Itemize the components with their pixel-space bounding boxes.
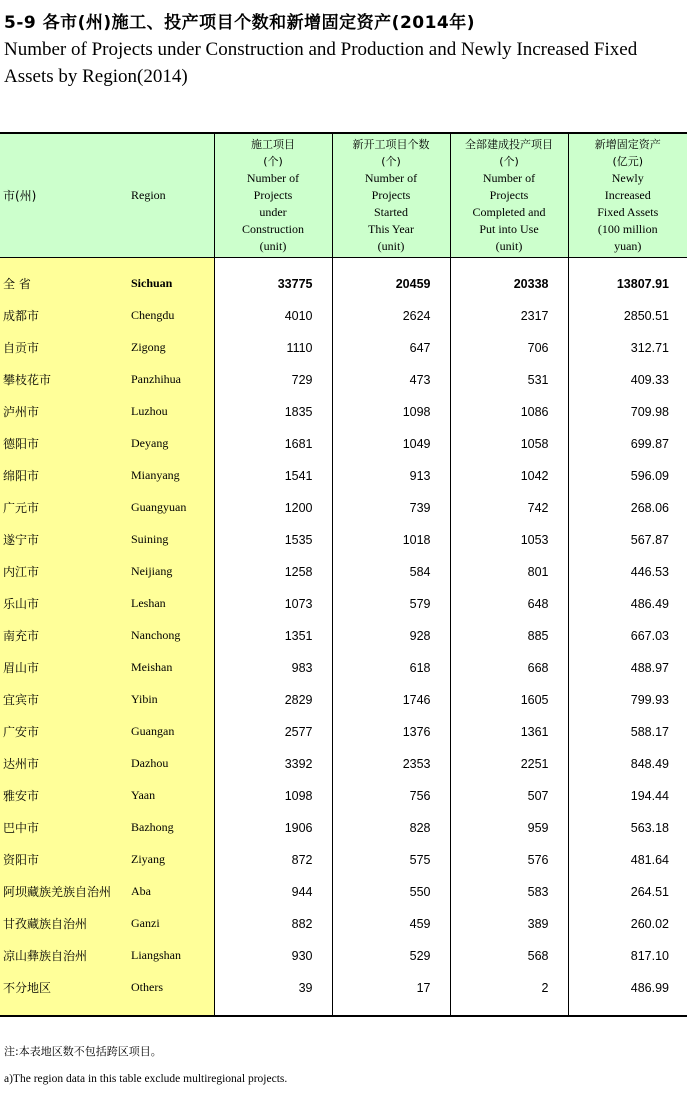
region-name-en: Ziyang	[128, 844, 214, 876]
region-name-en: Deyang	[128, 428, 214, 460]
value-fixed-assets: 312.71	[568, 332, 687, 364]
header-region-en: Region	[128, 133, 214, 258]
header-unit-cn: (个)	[499, 155, 519, 168]
value-under-construction: 1906	[214, 812, 332, 844]
region-name-en: Yaan	[128, 780, 214, 812]
header-unit-cn: (亿元)	[612, 155, 644, 168]
region-name-cn: 广安市	[0, 716, 128, 748]
header-en-line: Number of	[364, 171, 418, 185]
value-started: 550	[332, 876, 450, 908]
value-fixed-assets: 709.98	[568, 396, 687, 428]
value-started: 459	[332, 908, 450, 940]
region-name-cn: 资阳市	[0, 844, 128, 876]
table-header-row	[0, 133, 687, 258]
region-name-cn: 眉山市	[0, 652, 128, 684]
value-fixed-assets: 567.87	[568, 524, 687, 556]
region-name-en: Nanchong	[128, 620, 214, 652]
region-name-cn: 遂宁市	[0, 524, 128, 556]
value-fixed-assets: 667.03	[568, 620, 687, 652]
value-fixed-assets: 799.93	[568, 684, 687, 716]
header-unit-cn: (个)	[263, 155, 283, 168]
value-completed: 706	[450, 332, 568, 364]
value-under-construction: 983	[214, 652, 332, 684]
region-name-cn: 阿坝藏族羌族自治州	[0, 876, 128, 908]
value-completed: 668	[450, 652, 568, 684]
header-en-line: This Year	[367, 222, 414, 236]
value-under-construction: 33775	[214, 268, 332, 300]
value-completed: 1361	[450, 716, 568, 748]
value-completed: 801	[450, 556, 568, 588]
value-fixed-assets: 486.49	[568, 588, 687, 620]
value-fixed-assets: 486.99	[568, 972, 687, 1004]
value-fixed-assets: 488.97	[568, 652, 687, 684]
value-under-construction: 882	[214, 908, 332, 940]
header-en-line: Newly	[611, 171, 644, 185]
value-completed: 1058	[450, 428, 568, 460]
value-started: 584	[332, 556, 450, 588]
total-row	[0, 268, 687, 300]
value-started: 828	[332, 812, 450, 844]
value-started: 2624	[332, 300, 450, 332]
footnote-en: a)The region data in this table exclude multiregional projects.	[4, 1073, 288, 1085]
region-name-en: Liangshan	[128, 940, 214, 972]
header-cn: 施工项目	[251, 138, 295, 151]
value-fixed-assets: 409.33	[568, 364, 687, 396]
header-projects-completed	[450, 133, 568, 258]
value-started: 647	[332, 332, 450, 364]
value-completed: 568	[450, 940, 568, 972]
region-name-cn: 绵阳市	[0, 460, 128, 492]
table-row	[0, 460, 687, 492]
region-name-en: Sichuan	[128, 268, 214, 300]
value-fixed-assets: 817.10	[568, 940, 687, 972]
value-fixed-assets: 13807.91	[568, 268, 687, 300]
region-name-cn: 达州市	[0, 748, 128, 780]
page-title-en: Number of Projects under Construction and Production and Newly Increased Fixed Assets by Region(2014)	[4, 39, 638, 87]
table-row	[0, 332, 687, 364]
region-name-en: Aba	[128, 876, 214, 908]
value-fixed-assets: 481.64	[568, 844, 687, 876]
value-completed: 1042	[450, 460, 568, 492]
value-under-construction: 930	[214, 940, 332, 972]
value-started: 20459	[332, 268, 450, 300]
value-fixed-assets: 2850.51	[568, 300, 687, 332]
value-completed: 1086	[450, 396, 568, 428]
value-under-construction: 729	[214, 364, 332, 396]
table-row	[0, 620, 687, 652]
value-completed: 2	[450, 972, 568, 1004]
value-under-construction: 1351	[214, 620, 332, 652]
value-fixed-assets: 848.49	[568, 748, 687, 780]
value-under-construction: 3392	[214, 748, 332, 780]
header-cn: 全部建成投产项目	[465, 138, 553, 151]
region-name-cn: 全 省	[0, 268, 128, 300]
table-row	[0, 684, 687, 716]
value-completed: 1605	[450, 684, 568, 716]
value-fixed-assets: 260.02	[568, 908, 687, 940]
value-started: 579	[332, 588, 450, 620]
region-name-cn: 广元市	[0, 492, 128, 524]
header-en-line: (unit)	[377, 239, 405, 253]
value-started: 1746	[332, 684, 450, 716]
table-row	[0, 748, 687, 780]
region-name-cn: 雅安市	[0, 780, 128, 812]
value-started: 1376	[332, 716, 450, 748]
value-started: 575	[332, 844, 450, 876]
table-row	[0, 940, 687, 972]
value-started: 473	[332, 364, 450, 396]
value-completed: 885	[450, 620, 568, 652]
table-row	[0, 492, 687, 524]
value-completed: 531	[450, 364, 568, 396]
header-en-line: yuan)	[614, 239, 642, 253]
value-completed: 583	[450, 876, 568, 908]
header-projects-under-construction	[214, 133, 332, 258]
value-completed: 2317	[450, 300, 568, 332]
table-row	[0, 428, 687, 460]
region-name-en: Dazhou	[128, 748, 214, 780]
table-row	[0, 364, 687, 396]
table-row	[0, 588, 687, 620]
region-name-cn: 南充市	[0, 620, 128, 652]
value-completed: 1053	[450, 524, 568, 556]
table-row	[0, 652, 687, 684]
region-name-cn: 凉山彝族自治州	[0, 940, 128, 972]
value-fixed-assets: 699.87	[568, 428, 687, 460]
value-under-construction: 1200	[214, 492, 332, 524]
region-name-en: Luzhou	[128, 396, 214, 428]
region-name-cn: 自贡市	[0, 332, 128, 364]
value-started: 913	[332, 460, 450, 492]
header-cn: 新开工项目个数	[352, 138, 430, 151]
region-projects-table	[0, 132, 687, 1017]
value-started: 2353	[332, 748, 450, 780]
table-row	[0, 524, 687, 556]
value-under-construction: 944	[214, 876, 332, 908]
region-name-cn: 宜宾市	[0, 684, 128, 716]
value-completed: 389	[450, 908, 568, 940]
header-en-line: Projects	[371, 188, 411, 202]
region-name-cn: 乐山市	[0, 588, 128, 620]
value-fixed-assets: 596.09	[568, 460, 687, 492]
value-started: 1018	[332, 524, 450, 556]
region-name-en: Guangyuan	[128, 492, 214, 524]
value-completed: 648	[450, 588, 568, 620]
header-en-line: Fixed Assets	[597, 205, 659, 219]
table-row	[0, 716, 687, 748]
header-en-line: Number of	[246, 171, 300, 185]
table-row	[0, 556, 687, 588]
value-fixed-assets: 446.53	[568, 556, 687, 588]
value-under-construction: 1541	[214, 460, 332, 492]
header-en-line: (unit)	[259, 239, 287, 253]
header-en-line: Projects	[489, 188, 529, 202]
value-fixed-assets: 268.06	[568, 492, 687, 524]
region-name-cn: 内江市	[0, 556, 128, 588]
header-en-line: (100 million	[597, 222, 658, 236]
value-completed: 576	[450, 844, 568, 876]
value-fixed-assets: 264.51	[568, 876, 687, 908]
region-name-en: Others	[128, 972, 214, 1004]
region-name-en: Chengdu	[128, 300, 214, 332]
header-en-line: Started	[374, 205, 408, 219]
value-started: 756	[332, 780, 450, 812]
region-name-cn: 不分地区	[0, 972, 128, 1004]
table-row	[0, 908, 687, 940]
header-projects-started	[332, 133, 450, 258]
header-en-line: Completed and	[472, 205, 546, 219]
value-under-construction: 1110	[214, 332, 332, 364]
header-en-line: Put into Use	[479, 222, 539, 236]
region-name-cn: 甘孜藏族自治州	[0, 908, 128, 940]
value-completed: 2251	[450, 748, 568, 780]
region-name-en: Guangan	[128, 716, 214, 748]
value-started: 529	[332, 940, 450, 972]
region-name-en: Leshan	[128, 588, 214, 620]
footnote-cn: 注:本表地区数不包括跨区项目。	[4, 1045, 162, 1058]
region-name-cn: 成都市	[0, 300, 128, 332]
table-row	[0, 300, 687, 332]
value-fixed-assets: 588.17	[568, 716, 687, 748]
value-fixed-assets: 563.18	[568, 812, 687, 844]
table-row	[0, 876, 687, 908]
header-en-line: Number of	[482, 171, 536, 185]
region-name-cn: 攀枝花市	[0, 364, 128, 396]
value-under-construction: 1098	[214, 780, 332, 812]
value-under-construction: 872	[214, 844, 332, 876]
spacer-row	[0, 258, 687, 268]
value-under-construction: 2829	[214, 684, 332, 716]
header-en-line: Increased	[604, 188, 651, 202]
region-name-en: Yibin	[128, 684, 214, 716]
value-under-construction: 4010	[214, 300, 332, 332]
value-completed: 742	[450, 492, 568, 524]
page-title-cn: 5-9 各市(州)施工、投产项目个数和新增固定资产(2014年)	[4, 13, 476, 33]
header-unit-cn: (个)	[381, 155, 401, 168]
header-region-cn: 市(州)	[0, 133, 128, 258]
header-new-fixed-assets	[568, 133, 687, 258]
region-name-cn: 泸州市	[0, 396, 128, 428]
value-under-construction: 39	[214, 972, 332, 1004]
region-name-en: Zigong	[128, 332, 214, 364]
value-started: 1049	[332, 428, 450, 460]
header-en-line: (unit)	[495, 239, 523, 253]
region-name-en: Neijiang	[128, 556, 214, 588]
value-under-construction: 1835	[214, 396, 332, 428]
value-fixed-assets: 194.44	[568, 780, 687, 812]
header-cn: 新增固定资产	[594, 138, 661, 151]
region-name-cn: 德阳市	[0, 428, 128, 460]
region-name-en: Meishan	[128, 652, 214, 684]
region-name-en: Panzhihua	[128, 364, 214, 396]
value-under-construction: 1258	[214, 556, 332, 588]
value-completed: 959	[450, 812, 568, 844]
table-row	[0, 812, 687, 844]
table-row	[0, 972, 687, 1004]
header-en-line: Construction	[242, 222, 304, 236]
value-completed: 20338	[450, 268, 568, 300]
region-name-en: Suining	[128, 524, 214, 556]
value-started: 618	[332, 652, 450, 684]
value-started: 17	[332, 972, 450, 1004]
value-under-construction: 1535	[214, 524, 332, 556]
table-row	[0, 844, 687, 876]
value-under-construction: 1073	[214, 588, 332, 620]
value-under-construction: 2577	[214, 716, 332, 748]
value-started: 1098	[332, 396, 450, 428]
table-row	[0, 396, 687, 428]
value-started: 739	[332, 492, 450, 524]
value-completed: 507	[450, 780, 568, 812]
value-started: 928	[332, 620, 450, 652]
value-under-construction: 1681	[214, 428, 332, 460]
region-name-en: Mianyang	[128, 460, 214, 492]
region-name-en: Bazhong	[128, 812, 214, 844]
header-en-line: under	[259, 205, 287, 219]
table-row	[0, 780, 687, 812]
header-en-line: Projects	[253, 188, 293, 202]
spacer-row	[0, 1004, 687, 1016]
region-name-cn: 巴中市	[0, 812, 128, 844]
region-name-en: Ganzi	[128, 908, 214, 940]
